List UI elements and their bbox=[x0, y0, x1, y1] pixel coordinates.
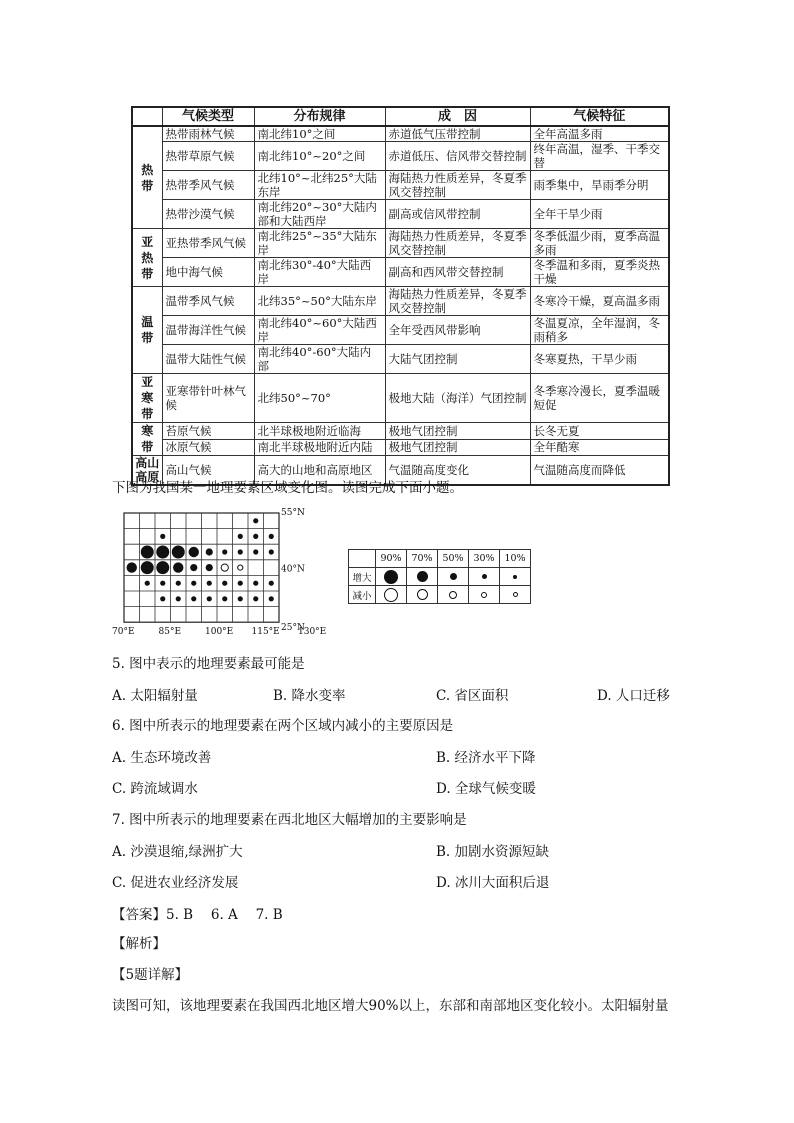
latitude-label: 25°N bbox=[281, 623, 305, 634]
map-dot-increase bbox=[253, 581, 258, 586]
climate-row bbox=[132, 126, 669, 142]
map-dot-increase bbox=[253, 534, 258, 539]
climate-cell-cause: 副高和西风带交替控制 bbox=[385, 258, 530, 287]
longitude-label: 70°E bbox=[112, 627, 135, 638]
climate-cell-type: 热带雨林气候 bbox=[162, 126, 254, 142]
map-dot-increase bbox=[238, 581, 243, 586]
map-dot-increase bbox=[238, 534, 243, 539]
map-dot-increase bbox=[160, 596, 165, 601]
map-dot-increase bbox=[269, 549, 274, 554]
climate-cell-cause: 极地大陆（海洋）气团控制 bbox=[385, 374, 530, 423]
legend-corner bbox=[349, 550, 376, 568]
map-dot-decrease bbox=[221, 564, 228, 571]
increase-50-dot bbox=[450, 573, 457, 580]
map-dot-increase bbox=[160, 534, 165, 539]
climate-cell-distribution: 南北纬40°~60°大陆西岸 bbox=[254, 316, 385, 345]
climate-cell-type: 高山气候 bbox=[162, 456, 254, 486]
climate-cell-distribution: 北纬10°~北纬25°大陆东岸 bbox=[254, 171, 385, 200]
region-change-map bbox=[110, 506, 340, 640]
map-dot-increase bbox=[238, 596, 243, 601]
climate-cell-feature: 冬季低温少雨，夏季高温多雨 bbox=[530, 229, 669, 258]
climate-cell-cause: 赤道低压、信风带交替控制 bbox=[385, 142, 530, 171]
q7-option-a: A. 沙漠退缩,绿洲扩大 bbox=[112, 844, 243, 860]
latitude-label: 40°N bbox=[281, 564, 305, 575]
climate-cell-cause: 气温随高度变化 bbox=[385, 456, 530, 486]
longitude-label: 85°E bbox=[158, 627, 182, 638]
climate-cell-feature: 冬寒夏热，干旱少雨 bbox=[530, 345, 669, 374]
climate-cell-distribution: 南北半球极地附近内陆 bbox=[254, 439, 385, 456]
map-dot-increase bbox=[253, 518, 258, 523]
q5-option-a: A. 太阳辐射量 bbox=[112, 688, 198, 704]
climate-row bbox=[132, 423, 669, 440]
decrease-10-dot bbox=[513, 592, 518, 597]
map-dot-increase bbox=[176, 596, 181, 601]
map-dot-increase bbox=[207, 581, 212, 586]
climate-cell-feature: 雨季集中，旱雨季分明 bbox=[530, 171, 669, 200]
q7-option-d: D. 冰川大面积后退 bbox=[436, 875, 550, 891]
climate-group-label: 热 带 bbox=[132, 126, 162, 229]
climate-cell-type: 苔原气候 bbox=[162, 423, 254, 440]
legend-level: 70% bbox=[407, 550, 438, 568]
increase-30-dot bbox=[482, 574, 487, 579]
climate-cell-feature: 冬温夏凉，全年湿润，冬雨稍多 bbox=[530, 316, 669, 345]
decrease-30-dot bbox=[481, 592, 487, 598]
climate-row bbox=[132, 142, 669, 171]
decrease-70-dot bbox=[417, 589, 428, 600]
q5-option-d: D. 人口迁移 bbox=[597, 688, 670, 704]
climate-cell-distribution: 南北纬25°~35°大陆东岸 bbox=[254, 229, 385, 258]
legend-level: 90% bbox=[376, 550, 407, 568]
q5-option-b: B. 降水变率 bbox=[273, 688, 346, 704]
increase-70-dot bbox=[417, 571, 428, 582]
climate-cell-cause: 极地气团控制 bbox=[385, 439, 530, 456]
climate-cell-type: 温带大陆性气候 bbox=[162, 345, 254, 374]
climate-group-label: 寒 带 bbox=[132, 423, 162, 456]
question-6-stem: 6. 图中所表示的地理要素在两个区域内减小的主要原因是 bbox=[112, 718, 454, 734]
climate-table-header bbox=[132, 107, 669, 126]
climate-cell-cause: 海陆热力性质差异，冬夏季风交替控制 bbox=[385, 171, 530, 200]
legend-increase-row bbox=[349, 568, 531, 586]
climate-row bbox=[132, 200, 669, 229]
climate-cell-type: 热带草原气候 bbox=[162, 142, 254, 171]
climate-group-label: 亚 寒 带 bbox=[132, 374, 162, 423]
climate-cell-type: 地中海气候 bbox=[162, 258, 254, 287]
q6-option-d: D. 全球气候变暖 bbox=[436, 781, 536, 797]
longitude-label: 130°E bbox=[298, 627, 327, 638]
map-dot-decrease bbox=[238, 565, 243, 570]
climate-cell-distribution: 南北纬10°之间 bbox=[254, 126, 385, 142]
climate-cell-cause: 海陆热力性质差异，冬夏季风交替控制 bbox=[385, 229, 530, 258]
climate-cell-type: 冰原气候 bbox=[162, 439, 254, 456]
q5-option-c: C. 省区面积 bbox=[436, 688, 509, 704]
climate-cell-cause: 大陆气团控制 bbox=[385, 345, 530, 374]
climate-cell-distribution: 南北纬30°-40°大陆西岸 bbox=[254, 258, 385, 287]
header-feature: 气候特征 bbox=[530, 107, 669, 126]
climate-cell-type: 温带海洋性气候 bbox=[162, 316, 254, 345]
climate-row bbox=[132, 258, 669, 287]
increase-10-dot bbox=[513, 575, 517, 579]
climate-cell-distribution: 南北纬20°~30°大陆内部和大陆西岸 bbox=[254, 200, 385, 229]
climate-cell-distribution: 北纬50°~70° bbox=[254, 374, 385, 423]
climate-cell-feature: 全年干旱少雨 bbox=[530, 200, 669, 229]
map-dot-increase bbox=[238, 549, 243, 554]
climate-cell-distribution: 南北纬40°-60°大陆内部 bbox=[254, 345, 385, 374]
q6-option-c: C. 跨流域调水 bbox=[112, 781, 198, 797]
map-dot-increase bbox=[172, 546, 185, 559]
legend-level: 50% bbox=[438, 550, 469, 568]
climate-row bbox=[132, 345, 669, 374]
header-cause: 成 因 bbox=[385, 107, 530, 126]
map-dot-increase bbox=[269, 596, 274, 601]
question-7-stem: 7. 图中所表示的地理要素在西北地区大幅增加的主要影响是 bbox=[112, 812, 467, 828]
climate-cell-feature: 终年高温，湿季、干季交替 bbox=[530, 142, 669, 171]
climate-row bbox=[132, 287, 669, 316]
climate-cell-feature: 冬寒冷干燥，夏高温多雨 bbox=[530, 287, 669, 316]
decrease-90-dot bbox=[384, 588, 398, 602]
longitude-label: 100°E bbox=[205, 627, 234, 638]
climate-cell-distribution: 北半球极地附近临海 bbox=[254, 423, 385, 440]
map-dot-increase bbox=[253, 549, 258, 554]
climate-row bbox=[132, 439, 669, 456]
legend-table bbox=[348, 549, 531, 604]
map-dot-increase bbox=[190, 564, 197, 571]
legend-header-row bbox=[349, 550, 531, 568]
header-blank bbox=[132, 107, 162, 126]
climate-cell-feature: 冬季寒冷漫长，夏季温暖短促 bbox=[530, 374, 669, 423]
climate-cell-distribution: 高大的山地和高原地区 bbox=[254, 456, 385, 486]
climate-cell-feature: 冬季温和多雨，夏季炎热干燥 bbox=[530, 258, 669, 287]
q6-option-b: B. 经济水平下降 bbox=[436, 750, 536, 766]
climate-row bbox=[132, 374, 669, 423]
climate-group-label: 温 带 bbox=[132, 287, 162, 374]
climate-group-label: 亚 热 带 bbox=[132, 229, 162, 287]
climate-group-label: 高山高原 bbox=[132, 456, 162, 486]
climate-cell-type: 温带季风气候 bbox=[162, 287, 254, 316]
climate-row bbox=[132, 229, 669, 258]
map-dot-increase bbox=[141, 546, 154, 559]
map-dot-increase bbox=[141, 561, 154, 574]
latitude-label: 55°N bbox=[281, 508, 305, 518]
map-dot-increase bbox=[160, 581, 165, 586]
question-5-stem: 5. 图中表示的地理要素最可能是 bbox=[112, 656, 305, 672]
map-dot-increase bbox=[191, 596, 196, 601]
climate-cell-type: 亚寒带针叶林气候 bbox=[162, 374, 254, 423]
climate-cell-cause: 极地气团控制 bbox=[385, 423, 530, 440]
map-dot-increase bbox=[269, 534, 274, 539]
map-dot-increase bbox=[222, 549, 227, 554]
map-dot-increase bbox=[191, 581, 196, 586]
climate-cell-type: 亚热带季风气候 bbox=[162, 229, 254, 258]
climate-cell-type: 热带季风气候 bbox=[162, 171, 254, 200]
q7-option-b: B. 加剧水资源短缺 bbox=[436, 844, 550, 860]
map-dot-increase bbox=[269, 581, 274, 586]
map-dot-increase bbox=[189, 547, 199, 557]
longitude-label: 115°E bbox=[251, 627, 280, 638]
map-dot-increase bbox=[127, 562, 137, 572]
climate-table-body bbox=[132, 126, 669, 485]
legend-decrease-label: 减小 bbox=[349, 586, 376, 604]
legend-level: 10% bbox=[500, 550, 531, 568]
map-dot-increase bbox=[253, 596, 258, 601]
map-dot-increase bbox=[222, 581, 227, 586]
climate-cell-cause: 副高或信风带控制 bbox=[385, 200, 530, 229]
climate-cell-type: 热带沙漠气候 bbox=[162, 200, 254, 229]
q7-option-c: C. 促进农业经济发展 bbox=[112, 875, 239, 891]
climate-cell-cause: 赤道低气压带控制 bbox=[385, 126, 530, 142]
legend-level: 30% bbox=[469, 550, 500, 568]
climate-cell-distribution: 北纬35°~50°大陆东岸 bbox=[254, 287, 385, 316]
analysis-label: 【解析】 bbox=[112, 936, 166, 952]
decrease-50-dot bbox=[449, 591, 457, 599]
q6-option-a: A. 生态环境改善 bbox=[112, 750, 212, 766]
legend-increase-label: 增大 bbox=[349, 568, 376, 586]
map-dot-increase bbox=[207, 596, 212, 601]
climate-cell-feature: 长冬无夏 bbox=[530, 423, 669, 440]
map-dot-increase bbox=[176, 581, 181, 586]
map-dot-increase bbox=[173, 562, 183, 572]
climate-cell-cause: 全年受西风带影响 bbox=[385, 316, 530, 345]
map-dot-increase bbox=[206, 548, 213, 555]
increase-90-dot bbox=[384, 570, 398, 584]
legend-decrease-row bbox=[349, 586, 531, 604]
map-dot-increase bbox=[222, 596, 227, 601]
answer-line: 【答案】5. B 6. A 7. B bbox=[112, 907, 283, 923]
detail-text: 读图可知，该地理要素在我国西北地区增大90%以上，东部和南部地区变化较小。太阳辐射量 bbox=[112, 998, 669, 1014]
climate-cell-feature: 全年酷寒 bbox=[530, 439, 669, 456]
map-dot-increase bbox=[156, 546, 169, 559]
map-dot-increase bbox=[156, 561, 169, 574]
map-dot-increase bbox=[206, 564, 213, 571]
map-dot-increase bbox=[145, 581, 150, 586]
climate-table bbox=[131, 106, 670, 486]
header-distribution: 分布规律 bbox=[254, 107, 385, 126]
header-type: 气候类型 bbox=[162, 107, 254, 126]
climate-cell-feature: 气温随高度而降低 bbox=[530, 456, 669, 486]
intro-text: 下图为我国某一地理要素区域变化图。读图完成下面小题。 bbox=[112, 480, 463, 496]
climate-cell-cause: 海陆热力性质差异，冬夏季风交替控制 bbox=[385, 287, 530, 316]
climate-cell-feature: 全年高温多雨 bbox=[530, 126, 669, 142]
climate-cell-distribution: 南北纬10°~20°之间 bbox=[254, 142, 385, 171]
climate-row bbox=[132, 171, 669, 200]
climate-row bbox=[132, 316, 669, 345]
detail-label: 【5题详解】 bbox=[112, 967, 189, 983]
